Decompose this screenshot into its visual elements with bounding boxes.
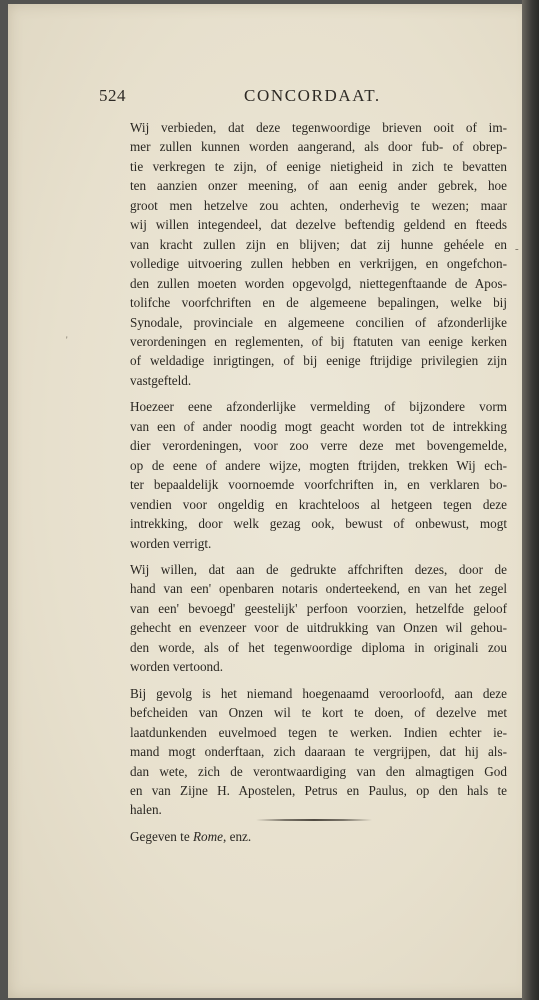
text-line: den zullen moeten worden opgevolgd, niettegenftaande de Apos-: [130, 275, 507, 291]
closing-rule: [256, 818, 372, 822]
text-line: worden vertoond.: [130, 659, 224, 675]
text-line: op de eene of andere wijze, mogten ftrijden, trekken Wij ech-: [130, 457, 507, 473]
text-line: intrekking, door welk gezag ook, bewust of onbewust, mogt: [130, 516, 507, 532]
text-line: vastgefteld.: [130, 372, 192, 388]
text-line: worden verrigt.: [130, 535, 212, 551]
text-line: mand mogt onderftaan, zich daaraan te vergrijpen, dat hij als-: [130, 744, 507, 760]
paragraph: [110, 397, 507, 553]
text-line: befcheiden van Onzen wil te kort te doen, of dezelve met: [130, 705, 507, 721]
text-line: hand van een' openbaren notaris onderteekend, en van het zegel: [130, 581, 507, 597]
text-line: Wij verbieden, dat deze tegenwoordige brieven ooit of im-: [130, 120, 507, 135]
text-line: of weldadige inrigtingen, of bij eenige ftrijdige privilegien zijn: [130, 353, 507, 369]
margin-dash-mark: -: [515, 243, 519, 255]
paragraph: [110, 684, 507, 820]
text-line: volledige uitvoering zullen hebben en verkrijgen, en ongefchon-: [130, 256, 507, 272]
text-line: wij willen integendeel, dat dezelve beftendig geldend en fteeds: [130, 217, 507, 233]
running-head: [99, 86, 509, 108]
text-line: ter bepaaldelijk voornoemde voorfchriften in, en verklaren bo-: [130, 477, 507, 493]
page-edge-shadow: [522, 0, 539, 1000]
closing-prefix: Gegeven te: [130, 828, 193, 844]
header-title: CONCORDAAT.: [244, 86, 381, 105]
text-line: Wij willen, dat aan de gedrukte affchriften dezes, door de: [130, 561, 507, 577]
text-line: dan wete, zich de verontwaardiging van den almagtigen God: [130, 763, 507, 779]
text-line: tolifche voorfchriften en de algemeene bepalingen, welke bij: [130, 295, 507, 311]
text-line: van een of ander noodig mogt geacht worden tot de intrekking: [130, 418, 507, 434]
text-line: van kracht zullen zijn en blijven; dat zij hunne gehéele en: [130, 236, 507, 252]
closing-place: Rome: [192, 828, 224, 844]
text-line: vendien voor ongeldig en krachteloos al hetgeen tegen deze: [130, 496, 507, 512]
body-text: [110, 118, 507, 846]
text-line: en van Zijne H. Apostelen, Petrus en Paulus, op den hals te: [130, 782, 507, 798]
closing-suffix: , enz.: [223, 828, 252, 844]
text-line: ten aanzien onzer meening, of aan eenig ander gebrek, hoe: [130, 178, 507, 194]
text-line: tie verkregen te zijn, of eenige nietigheid in zich te bevatten: [130, 158, 507, 174]
page-number: 524: [99, 86, 126, 105]
paragraph: [110, 560, 507, 677]
closing-line: [110, 827, 507, 846]
text-line: laatdunkenden euvelmoed tegen te werken. Indien echter ie-: [130, 724, 507, 740]
text-line: Synodale, provinciale en algemeene concilien of afzonderlijke: [130, 314, 507, 330]
paragraph: [110, 118, 507, 390]
text-line: Bij gevolg is het niemand hoegenaamd veroorloofd, aan deze: [130, 685, 507, 701]
text-line: halen.: [130, 802, 162, 818]
margin-tick-mark: ': [66, 335, 68, 345]
text-line: Hoezeer eene afzonderlijke vermelding of bijzondere vorm: [130, 399, 507, 415]
text-line: den worde, als of het tegenwoordige diploma in originali zou: [130, 639, 507, 655]
text-line: groot men hetzelve zou achten, onderhevig te wezen; maar: [130, 197, 507, 213]
text-line: van een' bevoegd' geestelijk' perfoon voorzien, hetzelfde geloof: [130, 600, 507, 616]
text-line: gehecht en evenzeer voor de uitdrukking van Onzen wil gehou-: [130, 620, 507, 636]
text-line: dier verordeningen, voor zoo verre deze met bovengemelde,: [130, 438, 507, 454]
text-line: verordeningen en reglementen, of bij ftatuten van eenige kerken: [130, 333, 507, 349]
text-line: mer zullen kunnen worden aangerand, als door fub- of obrep-: [130, 139, 507, 155]
